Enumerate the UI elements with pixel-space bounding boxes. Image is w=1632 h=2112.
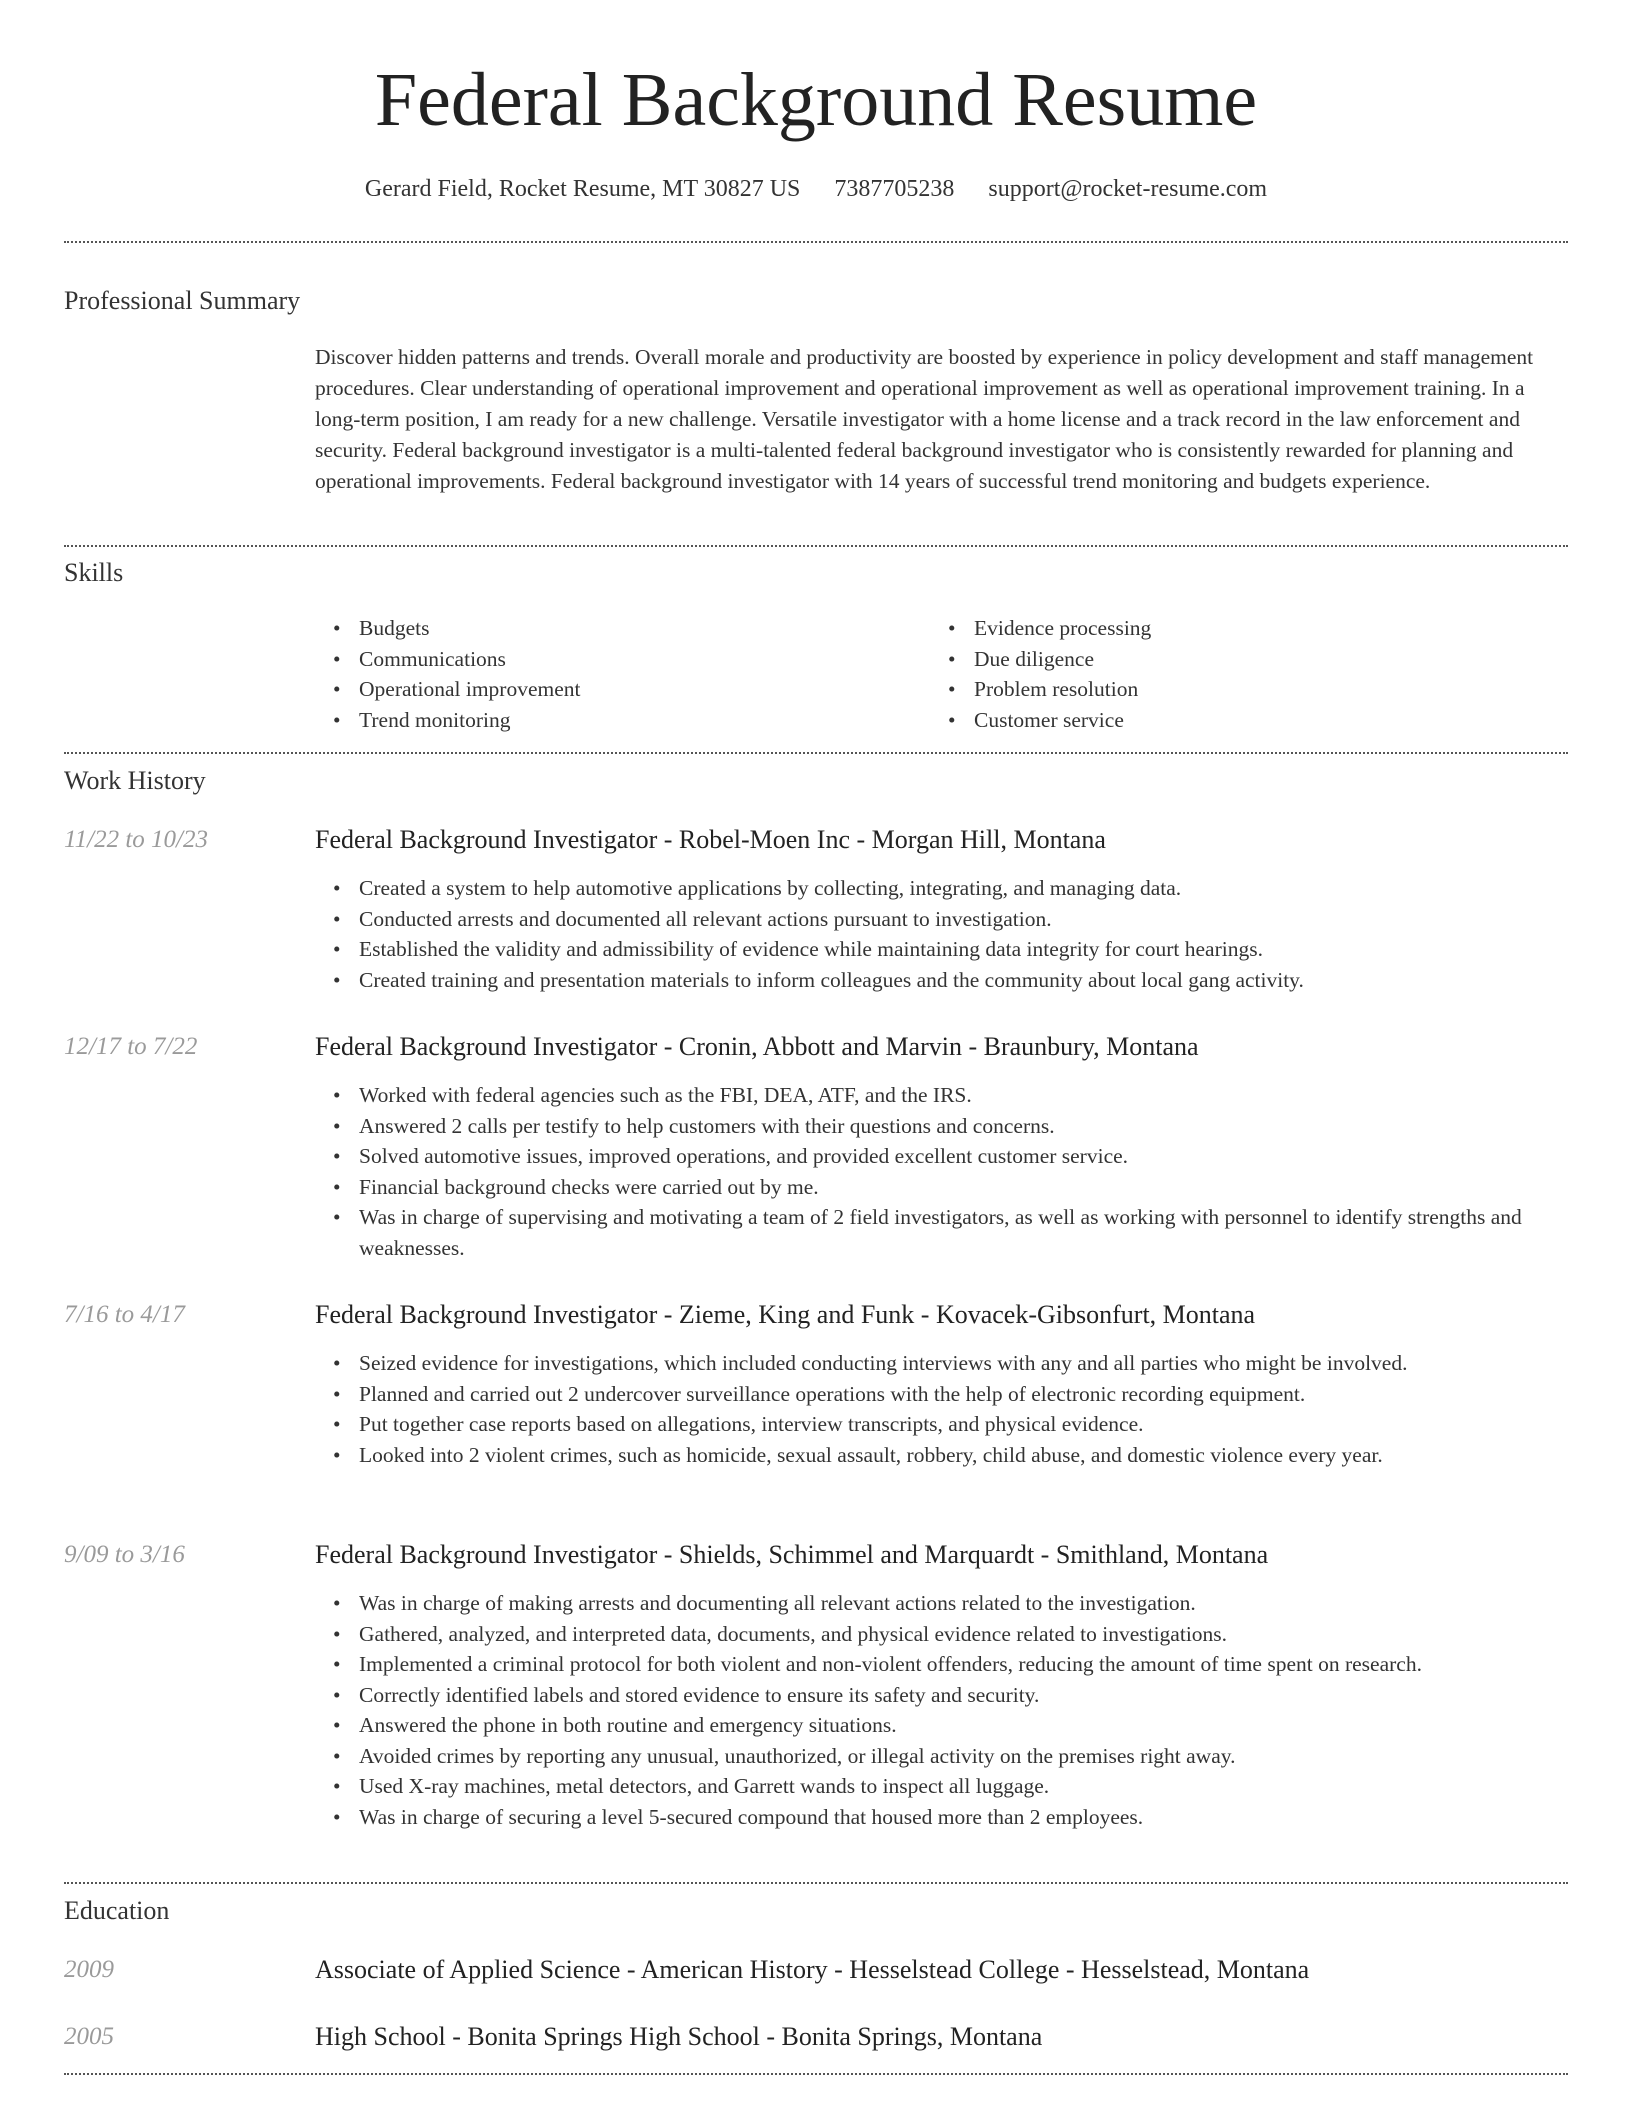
contact-phone: 7387705238 <box>834 176 955 202</box>
section-divider <box>64 752 1568 754</box>
skill-item: • Operational improvement <box>315 674 915 705</box>
job-bullets <box>315 873 1567 995</box>
skills-list-left <box>315 613 915 735</box>
job-bullet: • Put together case reports based on allegations, interview transcripts, and physical evidence. <box>315 1409 1567 1440</box>
job-bullets <box>315 1348 1567 1470</box>
skill-item: • Trend monitoring <box>315 705 915 736</box>
skill-item: • Budgets <box>315 613 915 644</box>
job-title: Federal Background Investigator - Shields, Schimmel and Marquardt - Smithland, Montana <box>315 1540 1269 1569</box>
job-bullet: • Seized evidence for investigations, which included conducting interviews with any and all parties who might be involved. <box>315 1348 1567 1379</box>
job-title: Federal Background Investigator - Robel-Moen Inc - Morgan Hill, Montana <box>315 825 1106 854</box>
summary-heading: Professional Summary <box>64 286 301 315</box>
job-bullet: • Was in charge of supervising and motivating a team of 2 field investigators, as well as working with personnel to identify strengths and weaknesses. <box>315 1202 1567 1263</box>
job-bullet: • Created training and presentation materials to inform colleagues and the community about local gang activity. <box>315 965 1567 996</box>
section-divider <box>64 241 1568 243</box>
job-dates: 7/16 to 4/17 <box>64 1301 185 1328</box>
job-bullet: • Gathered, analyzed, and interpreted data, documents, and physical evidence related to investigations. <box>315 1619 1567 1650</box>
education-heading: Education <box>64 1896 170 1925</box>
skills-heading: Skills <box>64 558 124 587</box>
skill-item: • Communications <box>315 644 915 675</box>
job-dates: 9/09 to 3/16 <box>64 1541 185 1568</box>
skill-item: • Problem resolution <box>930 674 1550 705</box>
work-heading: Work History <box>64 766 206 795</box>
education-entry: High School - Bonita Springs High School - Bonita Springs, Montana <box>315 2022 1043 2051</box>
section-divider <box>64 1882 1568 1884</box>
skill-item: • Evidence processing <box>930 613 1550 644</box>
contact-email: support@rocket-resume.com <box>988 176 1268 202</box>
skills-list-right <box>930 613 1550 735</box>
job-bullet: • Was in charge of securing a level 5-secured compound that housed more than 2 employees. <box>315 1802 1567 1833</box>
contact-address: Gerard Field, Rocket Resume, MT 30827 US <box>364 176 801 202</box>
job-bullet: • Correctly identified labels and stored evidence to ensure its safety and security. <box>315 1680 1567 1711</box>
resume-title: Federal Background Resume <box>374 58 1258 142</box>
contact-line <box>0 172 1632 206</box>
job-bullet: • Planned and carried out 2 undercover surveillance operations with the help of electronic recording equipment. <box>315 1379 1567 1410</box>
job-dates: 11/22 to 10/23 <box>64 826 208 853</box>
education-year: 2009 <box>64 1956 114 1983</box>
job-dates: 12/17 to 7/22 <box>64 1033 198 1060</box>
job-bullet: • Created a system to help automotive applications by collecting, integrating, and managing data. <box>315 873 1567 904</box>
section-divider <box>64 545 1568 547</box>
job-bullet: • Solved automotive issues, improved operations, and provided excellent customer service. <box>315 1141 1567 1172</box>
job-bullet: • Answered 2 calls per testify to help customers with their questions and concerns. <box>315 1111 1567 1142</box>
job-title: Federal Background Investigator - Cronin, Abbott and Marvin - Braunbury, Montana <box>315 1032 1199 1061</box>
job-bullets <box>315 1080 1567 1263</box>
education-year: 2005 <box>64 2023 114 2050</box>
summary-text: Discover hidden patterns and trends. Overall morale and productivity are boosted by experience in policy development and staff management procedures. Clear understanding of operational improvement and operational improvement as well as operational improvement training. In a long-term position, I am ready for a new challenge. Versatile investigator with a home license and a track record in the law enforcement and security. Federal background investigator is a multi-talented federal background investigator who is consistently rewarded for planning and operational improvements. Federal background investigator with 14 years of successful trend monitoring and budgets experience. <box>315 345 1534 493</box>
job-bullet: • Implemented a criminal protocol for both violent and non-violent offenders, reducing the amount of time spent on research. <box>315 1649 1567 1680</box>
education-entry: Associate of Applied Science - American History - Hesselstead College - Hesselstead, Montana <box>315 1955 1310 1984</box>
job-bullet: • Conducted arrests and documented all relevant actions pursuant to investigation. <box>315 904 1567 935</box>
job-bullet: • Financial background checks were carried out by me. <box>315 1172 1567 1203</box>
job-bullet: • Looked into 2 violent crimes, such as homicide, sexual assault, robbery, child abuse, and domestic violence every year. <box>315 1440 1567 1471</box>
job-bullet: • Worked with federal agencies such as the FBI, DEA, ATF, and the IRS. <box>315 1080 1567 1111</box>
job-bullets <box>315 1588 1567 1832</box>
job-bullet: • Avoided crimes by reporting any unusual, unauthorized, or illegal activity on the premises right away. <box>315 1741 1567 1772</box>
job-bullet: • Was in charge of making arrests and documenting all relevant actions related to the investigation. <box>315 1588 1567 1619</box>
job-bullet: • Answered the phone in both routine and emergency situations. <box>315 1710 1567 1741</box>
skill-item: • Due diligence <box>930 644 1550 675</box>
job-title: Federal Background Investigator - Zieme, King and Funk - Kovacek-Gibsonfurt, Montana <box>315 1300 1256 1329</box>
job-bullet: • Established the validity and admissibility of evidence while maintaining data integrity for court hearings. <box>315 934 1567 965</box>
section-divider <box>64 2073 1568 2075</box>
job-bullet: • Used X-ray machines, metal detectors, and Garrett wands to inspect all luggage. <box>315 1771 1567 1802</box>
skill-item: • Customer service <box>930 705 1550 736</box>
